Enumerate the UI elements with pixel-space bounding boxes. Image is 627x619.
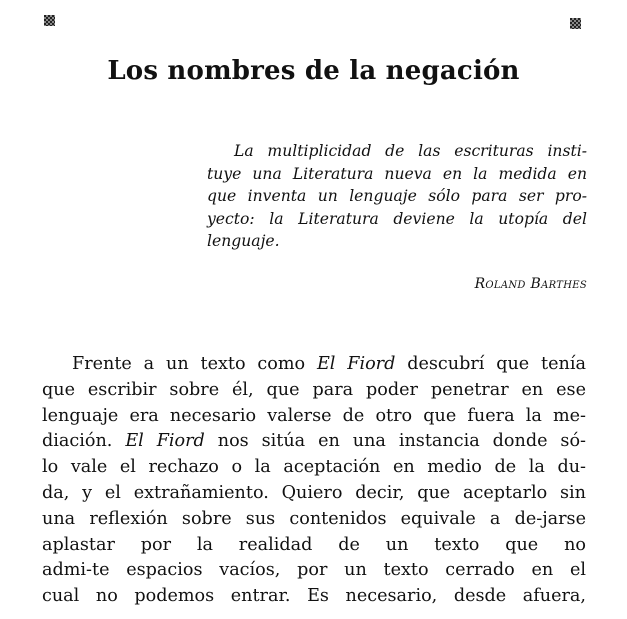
body-line: una reflexión sobre sus contenidos equivale a de-jarse [42,508,586,529]
body-line: lo vale el rechazo o la aceptación en medio de la du- [42,457,586,478]
body-line: aplastar por la realidad de un texto que no [42,534,586,555]
body-line: lenguaje era necesario valerse de otro que fuera la me- [42,405,586,426]
body-paragraph [42,352,586,610]
epigraph-line: que inventa un lenguaje sólo para ser pro- [207,187,587,205]
epigraph-line: lenguaje. [207,232,280,250]
body-line: diación. El Fiord nos sitúa en una instancia donde só- [42,431,586,452]
epigraph-line: yecto: la Literatura deviene la utopía del [207,209,587,228]
epigraph-line: La multiplicidad de las escrituras insti- [234,142,587,160]
body-line: que escribir sobre él, que para poder penetrar en ese [42,379,586,400]
chapter-title: Los nombres de la negación [107,56,520,86]
body-line: da, y el extrañamiento. Quiero decir, que aceptarlo sin [42,482,586,503]
epigraph-line: tuye una Literatura nueva en la medida en [207,164,587,183]
epigraph-quote [207,140,587,253]
body-line: Frente a un texto como El Fiord descubrí que tenía [72,354,586,374]
body-line: admi-te espacios vacíos, por un texto cerrado en el [42,560,586,581]
book-title-italic: El Fiord [125,431,205,452]
book-title-italic: El Fiord [316,354,396,374]
crop-mark-top-right [570,18,581,29]
body-line: cual no podemos entrar. Es necesario, desde afuera, [42,586,586,607]
epigraph-attribution: Roland Barthes [474,276,587,292]
crop-mark-top-left [44,15,55,26]
